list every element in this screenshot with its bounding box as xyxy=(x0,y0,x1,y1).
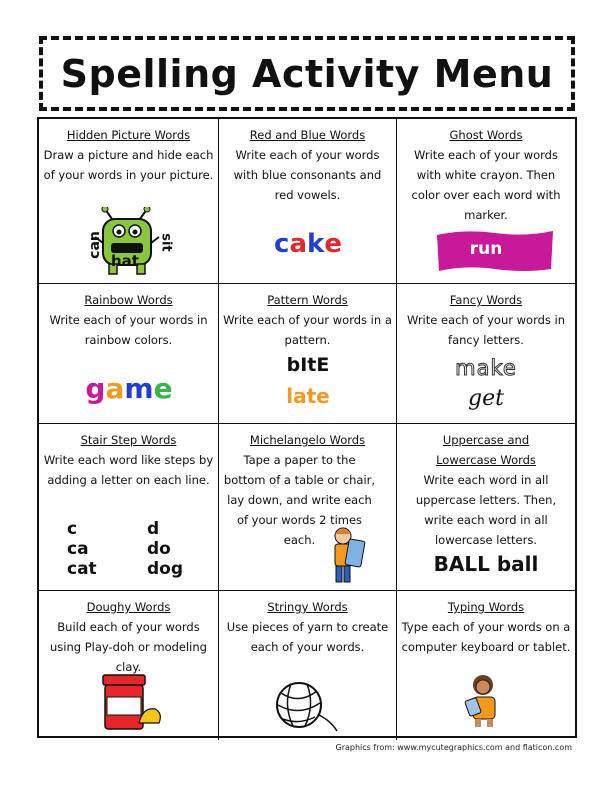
cell-text: Write each of your words in a pattern. xyxy=(223,313,392,347)
cell-fancy xyxy=(397,284,575,424)
letter-red: a xyxy=(289,229,308,259)
cell-text: Write each of your words in fancy letters. xyxy=(406,313,566,347)
letter-red: e xyxy=(324,229,342,259)
stair-line: ca xyxy=(67,539,89,559)
stair-line: do xyxy=(147,539,171,559)
fancy-sample-1: make xyxy=(455,356,517,380)
cell-text: Tape a paper to the bottom of a table or chair, lay down, and write each of your words 2 times each. xyxy=(223,453,376,547)
case-sample: BALL ball xyxy=(433,552,539,576)
cell-title: Fancy Words xyxy=(449,293,523,307)
redblue-sample xyxy=(219,229,397,259)
cell-michelangelo xyxy=(219,424,397,591)
yarn-ball-icon xyxy=(269,675,339,735)
cell-title: Uppercase and xyxy=(442,433,530,447)
cell-ghost xyxy=(397,119,575,284)
cell-text: Write each of your words in rainbow colors. xyxy=(49,313,208,347)
rainbow-sample xyxy=(39,372,219,405)
cell-text: Write each of your words with white crayon. Then color over each word with marker. xyxy=(411,148,561,222)
hidden-word-can: can xyxy=(86,231,103,259)
title-box xyxy=(39,36,575,111)
cell-title: Ghost Words xyxy=(449,128,523,142)
cell-hidden-picture xyxy=(39,119,219,284)
cell-text: Use pieces of yarn to create each of your words. xyxy=(226,620,389,654)
stair-line: d xyxy=(147,519,160,539)
fancy-sample-2: get xyxy=(468,386,504,411)
cell-upper-lower xyxy=(397,424,575,591)
ghost-sample: run xyxy=(469,239,503,259)
child-painting-icon xyxy=(329,526,369,586)
cell-title: Michelangelo Words xyxy=(249,433,366,447)
graphics-credit: Graphics from: www.mycutegraphics.com and flaticon.com xyxy=(335,743,572,752)
stair-line: cat xyxy=(67,559,97,579)
cell-rainbow xyxy=(39,284,219,424)
letter-green: e xyxy=(153,372,173,405)
activity-grid xyxy=(37,117,577,738)
cell-title: Hidden Picture Words xyxy=(66,128,191,142)
hidden-word-hat: hat xyxy=(111,252,139,270)
stair-line: c xyxy=(67,519,78,539)
child-tablet-icon xyxy=(463,673,507,729)
cell-text: Draw a picture and hide each of your words in your picture. xyxy=(43,148,214,182)
letter-blue: k xyxy=(307,229,325,259)
cell-red-blue xyxy=(219,119,397,284)
cell-title: Rainbow Words xyxy=(84,293,173,307)
letter-magenta: g xyxy=(85,372,106,405)
cell-title: Lowercase Words xyxy=(436,453,536,467)
cell-text: Write each word like steps by adding a letter on each line. xyxy=(43,453,214,487)
cell-title: Red and Blue Words xyxy=(249,128,366,142)
cell-text: Write each word in all uppercase letters. Then, write each word in all lowercase letters. xyxy=(415,473,557,547)
pattern-sample-2: late xyxy=(286,384,330,408)
cell-text: Write each of your words with blue consonants and red vowels. xyxy=(233,148,382,202)
cell-title: Pattern Words xyxy=(267,293,348,307)
cell-title: Doughy Words xyxy=(86,600,171,614)
cell-stair-step xyxy=(39,424,219,591)
cell-title: Typing Words xyxy=(447,600,525,614)
cell-title: Stringy Words xyxy=(267,600,348,614)
stair-line: dog xyxy=(147,559,184,579)
page-title: Spelling Activity Menu xyxy=(60,51,554,96)
letter-orange: a xyxy=(105,372,125,405)
cell-stringy xyxy=(219,591,397,740)
cell-typing xyxy=(397,591,575,740)
letter-blue: m xyxy=(124,372,154,405)
cell-pattern xyxy=(219,284,397,424)
cell-doughy xyxy=(39,591,219,740)
hidden-word-sit: sit xyxy=(158,233,174,252)
cell-text: Build each of your words using Play-doh or modeling clay. xyxy=(50,620,207,674)
letter-blue: c xyxy=(274,229,290,259)
play-doh-icon xyxy=(97,673,167,733)
cell-title: Stair Step Words xyxy=(80,433,177,447)
pattern-sample-1: bItE xyxy=(286,354,330,376)
cell-text: Type each of your words on a computer keyboard or tablet. xyxy=(401,620,571,654)
